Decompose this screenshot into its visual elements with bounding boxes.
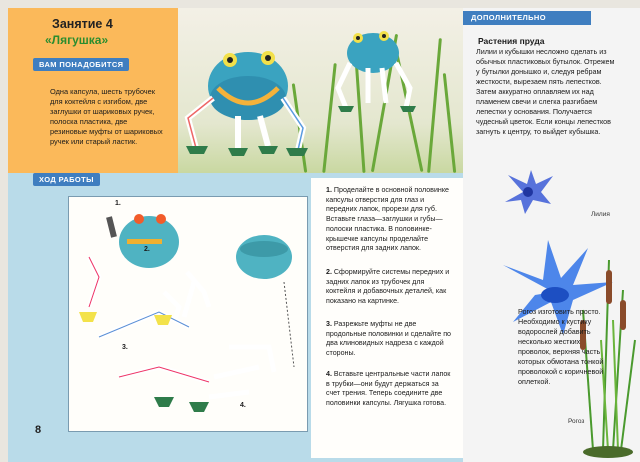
diagram-label-2: 2. — [144, 246, 150, 253]
diagram-label-4: 4. — [240, 402, 246, 409]
step-text: Сформируйте системы передних и задних лапок из трубочек для коктейля и добавочных деталей, как показано на картинке. — [326, 268, 450, 306]
step-1 — [326, 186, 454, 254]
reed-label: Рогоз — [568, 418, 585, 425]
diagram-label-1: 1. — [115, 200, 121, 207]
plants-illustration — [463, 140, 640, 460]
need-tag: ВАМ ПОНАДОБИТСЯ — [33, 58, 129, 71]
lily-label: Лилия — [591, 211, 610, 218]
step-number: 4. — [326, 370, 332, 378]
reed-text: Рогоз изготовить просто. Необходимо к кустику водорослей добавить несколько жестких проволок, верхняя часть которых обмотана тонкой проволокой с коричневой оплеткой. — [518, 307, 604, 386]
step-text: Разрежьте муфты не две продольные половинки и сделайте по два клиновидных надреза с каждой стороны. — [326, 320, 451, 358]
extra-tag: ДОПОЛНИТЕЛЬНО — [463, 11, 591, 25]
page-number: 8 — [35, 424, 42, 436]
lesson-title: Занятие 4 — [52, 17, 113, 31]
lesson-subtitle: «Лягушка» — [45, 33, 109, 47]
frog-photo — [178, 8, 463, 173]
diagram-label-3: 3. — [122, 344, 128, 351]
step-number: 3. — [326, 320, 332, 328]
need-text: Одна капсула, шесть трубочек для коктейля с изгибом, две заглушки от шариковых ручек, полоска пластика, две резиновые муфты от шариковых ручек или старый ластик. — [50, 87, 163, 146]
extra-title: Растения пруда — [478, 36, 545, 46]
step-number: 2. — [326, 268, 332, 276]
work-tag: ХОД РАБОТЫ — [33, 173, 100, 186]
parts-illustration — [69, 197, 309, 433]
step-2 — [326, 268, 454, 307]
parts-diagram — [68, 196, 308, 432]
step-3 — [326, 320, 454, 359]
step-text: Проделайте в основной половинке капсулы отверстия для глаз и передних лапок, прорези для губ. Вставьте глаза—заглушки и губы—полоски пластика. В половинке-крышечке капсулы проделайте отверстия для задних лапок. — [326, 186, 449, 253]
frog-illustration — [178, 8, 463, 173]
step-4 — [326, 370, 454, 409]
step-number: 1. — [326, 186, 332, 194]
extra-text: Лилии и кубышки несложно сделать из обычных пластиковых бутылок. Отрежем у бутылки донышко и, следуя ребрам жесткости, вырезаем пять лепестков. Затем аккуратно оплавляем их над пламенем свечи и слегка разгибаем лепестки у основания. Получается чудесный цветок. Если концы лепестков загнуть к центру, то выйдет кубышка. — [476, 47, 615, 136]
step-text: Вставьте центральные части лапок в трубки—они будут держаться за счет трения. Теперь соедините две половинки капсулы. Лягушка готова. — [326, 370, 451, 408]
